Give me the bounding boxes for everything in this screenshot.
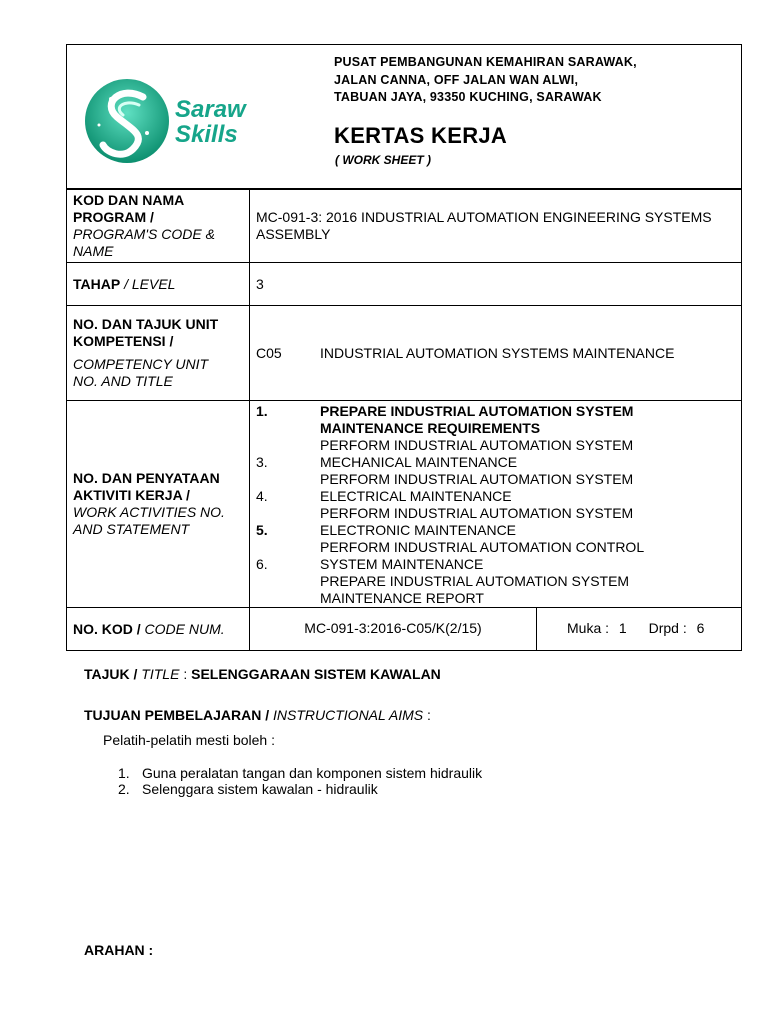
code-value: MC-091-3:2016-C05/K(2/15) [304,620,482,636]
activity-item: PERFORM INDUSTRIAL AUTOMATION CONTROL [320,539,645,555]
document-header [66,44,742,189]
code-cell [250,608,742,651]
unit-label: NO. DAN TAJUK UNIT KOMPETENSI / COMPETENCY UNIT NO. AND TITLE [67,306,250,401]
address-line: JALAN CANNA, OFF JALAN WAN ALWI, [334,72,579,87]
unit-row [67,306,742,401]
logo-emblem-icon [81,75,173,167]
activity-item: 3. MECHANICAL MAINTENANCE [256,454,518,470]
activities-list [250,401,742,608]
level-row [67,263,742,306]
level-value: 3 [250,263,742,306]
program-row [67,190,742,263]
worksheet-title-value: SELENGGARAAN SISTEM KAWALAN [191,666,441,682]
activity-item: PERFORM INDUSTRIAL AUTOMATION SYSTEM [320,505,634,521]
document-title: KERTAS KERJA [334,123,508,148]
activity-item: 1. PREPARE INDUSTRIAL AUTOMATION SYSTEM MAINTENANCE REQUIREMENTS [256,403,634,436]
program-label: KOD DAN NAMA PROGRAM / PROGRAM'S CODE & NAME [67,190,250,263]
page-count: Muka : 1 Drpd : 6 [536,608,741,650]
sarawak-skills-logo [81,75,251,167]
program-value: MC-091-3: 2016 INDUSTRIAL AUTOMATION ENGINEERING SYSTEMS ASSEMBLY [250,190,742,263]
activity-item: PERFORM INDUSTRIAL AUTOMATION SYSTEM [320,437,634,453]
instructional-aims-heading: TUJUAN PEMBELAJARAN / INSTRUCTIONAL AIMS : [84,707,431,723]
level-label: TAHAP / LEVEL [67,263,250,306]
activity-item: 6. SYSTEM MAINTENANCE [256,556,484,572]
unit-title: INDUSTRIAL AUTOMATION SYSTEMS MAINTENANCE [320,344,675,361]
code-label: NO. KOD / CODE NUM. [67,608,250,651]
aim-item: 2. Selenggara sistem kawalan - hidraulik [118,781,378,797]
aims-list [118,765,482,797]
institution-address [334,54,637,107]
aim-item: 1. Guna peralatan tangan dan komponen sistem hidraulik [118,765,483,781]
code-row [67,608,742,651]
activity-item: PREPARE INDUSTRIAL AUTOMATION SYSTEM [320,573,630,589]
unit-code: C05 [256,344,282,361]
instructions-heading: ARAHAN : [84,942,154,958]
activities-label: NO. DAN PENYATAAN AKTIVITI KERJA / WORK ACTIVITIES NO. AND STATEMENT [67,401,250,608]
aims-intro: Pelatih-pelatih mesti boleh : [103,732,275,748]
unit-value [250,306,742,401]
program-info-table [66,189,742,651]
worksheet-title: TAJUK / TITLE : SELENGGARAAN SISTEM KAWALAN [84,666,441,682]
address-line: PUSAT PEMBANGUNAN KEMAHIRAN SARAWAK, [334,55,637,69]
activity-item: 4. ELECTRICAL MAINTENANCE [256,488,512,504]
logo-wordmark: Saraw Skills [175,96,246,148]
document-subtitle: ( WORK SHEET ) [335,153,431,167]
activity-item: 5. ELECTRONIC MAINTENANCE [256,522,517,538]
activity-item: MAINTENANCE REPORT [320,590,484,606]
address-line: TABUAN JAYA, 93350 KUCHING, SARAWAK [334,90,602,104]
activity-item: PERFORM INDUSTRIAL AUTOMATION SYSTEM [320,471,634,487]
activities-row [67,401,742,608]
